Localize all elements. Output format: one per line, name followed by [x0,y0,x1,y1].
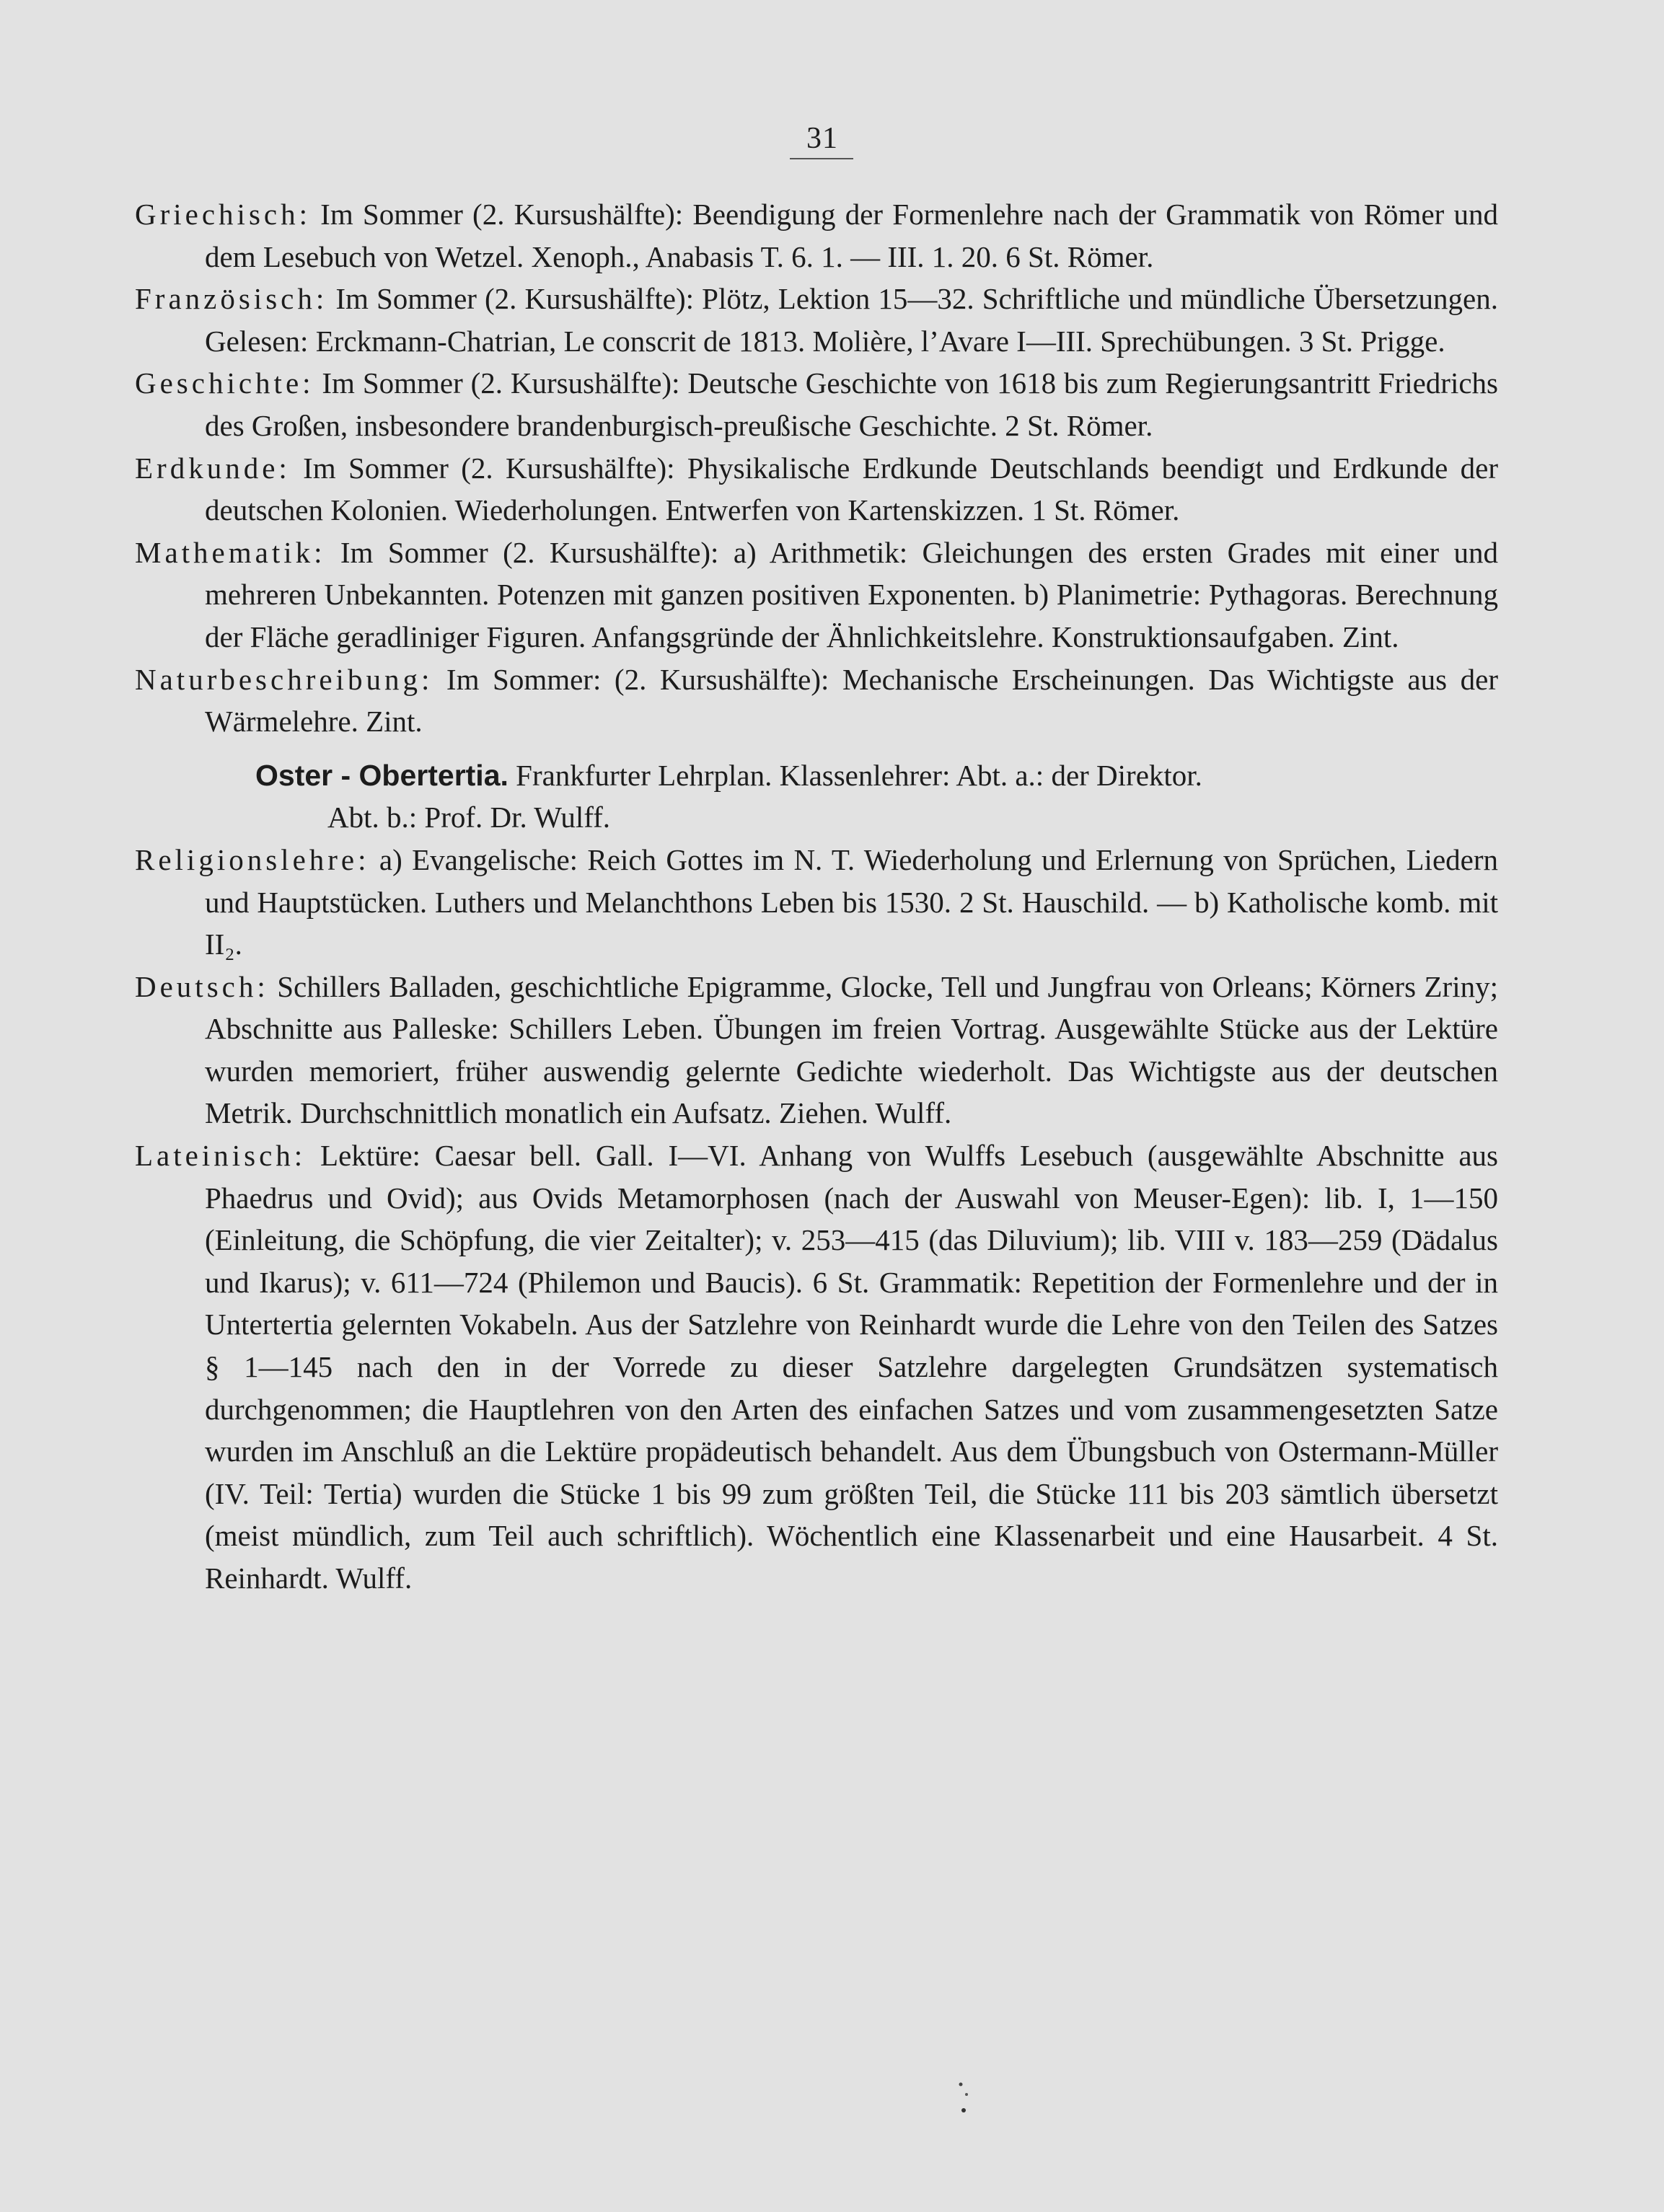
subject-label: Erdkunde: [135,451,291,485]
paragraph-griechisch [135,193,1498,278]
paragraph-text: Im Sommer (2. Kursushälfte): Beendigung der Formenlehre nach der Grammatik von Römer und dem Lesebuch von Wetzel. Xenoph., Anabasis T. 6. 1. — III. 1. 20. 6 St. Römer. [205,198,1498,273]
paragraph-religionslehre [135,839,1498,966]
subject-label: Deutsch: [135,969,269,1003]
paragraph-text: Schillers Balladen, geschichtliche Epigramme, Glocke, Tell und Jungfrau von Orleans; Körners Zriny; Abschnitte aus Palleske: Schillers Leben. Übungen im freien Vortrag. Ausgewählte Stücke aus der Lektüre wurden memoriert, früher auswendig gelernte Gedichte wiederholt. Das Wichtigste aus der deutschen Metrik. Durchschnittlich monatlich ein Aufsatz. Ziehen. Wulff. [205,969,1498,1130]
paragraph-naturbeschreibung [135,658,1498,743]
paragraph-text: Im Sommer (2. Kursushälfte): Deutsche Geschichte von 1618 bis zum Regierungsantritt Friedrichs des Großen, insbesondere brandenburgisch-preußische Geschichte. 2 St. Römer. [205,366,1498,442]
subject-label: Mathematik: [135,535,326,569]
class-heading-line1: Frankfurter Lehrplan. Klassenlehrer: Abt. a.: der Direktor. [508,758,1202,792]
page-number-rule [790,158,853,159]
class-heading [135,754,1498,839]
paragraph-text: Lektüre: Caesar bell. Gall. I—VI. Anhang von Wulffs Lesebuch (ausgewählte Abschnitte aus Phaedrus und Ovid); aus Ovids Metamorphosen (nach der Auswahl von Meuser-Egen): lib. I, 1—150 (Einleitung, die Schöpfung, die vier Zeitalter); v. 253—415 (das Diluvium); lib. VIII v. 183—259 (Dädalus und Ikarus); v. 611—724 (Philemon und Baucis). 6 St. Grammatik: Repetition der Formenlehre und der in Untertertia gelernten Vokabeln. Aus der Satzlehre von Reinhardt wurde die Lehre von den Teilen des Satzes § 1—145 nach den in der Vorrede zu dieser Satzlehre dargelegten Grundsätzen systematisch durchgenommen; die Hauptlehren von den Arten des einfachen Satzes und vom zusammengesetzten Satze wurden im Anschluß an die Lektüre propädeutisch behandelt. Aus dem Übungsbuch von Ostermann-Müller (IV. Teil: Tertia) wurden die Stücke 1 bis 99 zum größten Teil, die Stücke 111 bis 203 sämtlich übersetzt (meist mündlich, zum Teil auch schriftlich). Wöchentlich eine Klassenarbeit und eine Hausarbeit. 4 St. Reinhardt. Wulff. [205,1139,1498,1595]
paragraph-deutsch [135,966,1498,1134]
subject-label: Religionslehre: [135,842,370,876]
paragraph-text: Im Sommer (2. Kursushälfte): a) Arithmetik: Gleichungen des ersten Grades mit einer und mehreren Unbekannten. Potenzen mit ganzen positiven Exponenten. b) Planimetrie: Pythagoras. Berechnung der Fläche geradliniger Figuren. Anfangsgründe der Ähnlichkeitslehre. Konstruktionsaufgaben. Zint. [205,535,1498,653]
page-body [135,193,1498,1600]
paragraph-lateinisch [135,1134,1498,1600]
class-heading-line2: Abt. b.: Prof. Dr. Wulff. [327,801,611,834]
class-title: Oster - Obertertia. [255,758,509,792]
subject-label: Naturbeschreibung: [135,662,433,696]
paragraph-mathematik [135,532,1498,658]
print-specks [952,2077,981,2120]
paragraph-text: Im Sommer (2. Kursushälfte): Plötz, Lektion 15—32. Schriftliche und mündliche Übersetzungen. Gelesen: Erckmann-Chatrian, Le conscrit de 1813. Molière, l’Avare I—III. Sprechübungen. 3 St. Prigge. [205,282,1498,358]
paragraph-text: Im Sommer (2. Kursushälfte): Physikalische Erdkunde Deutschlands beendigt und Erdkunde der deutschen Kolonien. Wiederholungen. Entwerfen von Kartenskizzen. 1 St. Römer. [205,451,1498,527]
page-number: 31 [806,122,838,155]
subject-label: Geschichte: [135,366,314,400]
paragraph-erdkunde [135,447,1498,532]
subject-label: Französisch: [135,282,328,316]
subject-label: Lateinisch: [135,1139,307,1173]
paragraph-franzoesisch [135,278,1498,362]
paragraph-geschichte [135,362,1498,446]
subject-label: Griechisch: [135,198,311,231]
paragraph-text: a) Evangelische: Reich Gottes im N. T. Wiederholung und Erlernung von Sprüchen, Liedern und Hauptstücken. Luthers und Melanchthons Leben bis 1530. 2 St. Hauschild. — b) Katholische komb. mit II₂. [205,842,1498,961]
paragraph-text: Im Sommer: (2. Kursushälfte): Mechanische Erscheinungen. Das Wichtigste aus der Wärmelehre. Zint. [205,662,1498,739]
